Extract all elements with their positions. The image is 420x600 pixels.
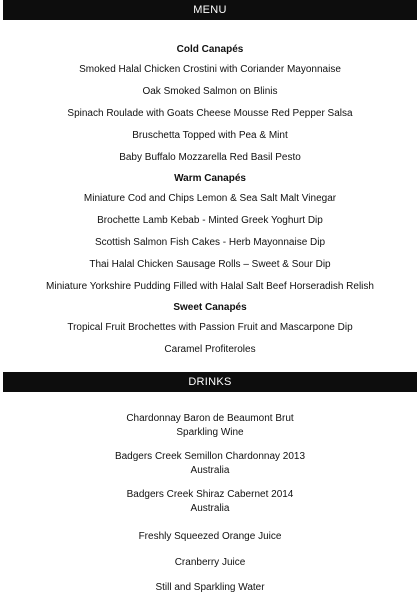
drink-name: Badgers Creek Semillon Chardonnay 2013 [114, 451, 306, 462]
menu-item: Caramel Profiteroles [164, 344, 256, 355]
menu-item: Spinach Roulade with Goats Cheese Mousse Red Pepper Salsa [67, 108, 353, 119]
drinks-list-single [0, 530, 420, 544]
drink-item [0, 412, 420, 440]
section-title: Sweet Canapés [173, 302, 247, 313]
menu-item: Miniature Yorkshire Pudding Filled with Halal Salt Beef Horseradish Relish [46, 281, 374, 292]
sweet-canapes-section [0, 298, 420, 361]
drinks-list-single [0, 556, 420, 570]
drink-item [0, 450, 420, 478]
warm-canapes-section [0, 169, 420, 298]
drink-name: Cranberry Juice [174, 557, 246, 568]
drink-detail: Sparkling Wine [176, 427, 244, 438]
drinks-banner-label: DRINKS [188, 376, 232, 388]
menu-item: Miniature Cod and Chips Lemon & Sea Salt Malt Vinegar [83, 193, 337, 204]
menu-item: Thai Halal Chicken Sausage Rolls – Sweet & Sour Dip [89, 259, 331, 270]
menu-item: Tropical Fruit Brochettes with Passion Fruit and Mascarpone Dip [67, 322, 353, 333]
menu-banner-label: MENU [193, 4, 227, 16]
menu-item: Smoked Halal Chicken Crostini with Coriander Mayonnaise [79, 64, 341, 75]
menu-banner [3, 0, 417, 20]
section-title: Cold Canapés [176, 44, 244, 55]
drinks-list [0, 412, 420, 526]
menu-item: Brochette Lamb Kebab - Minted Greek Yoghurt Dip [97, 215, 323, 226]
drink-name: Still and Sparkling Water [155, 582, 265, 593]
drinks-list-single [0, 581, 420, 595]
cold-canapes-section [0, 40, 420, 169]
drinks-banner [3, 372, 417, 392]
drink-name: Chardonnay Baron de Beaumont Brut [126, 413, 294, 424]
drink-detail: Australia [190, 465, 230, 476]
drink-name: Freshly Squeezed Orange Juice [138, 531, 282, 542]
menu-item: Scottish Salmon Fish Cakes - Herb Mayonnaise Dip [94, 237, 326, 248]
drink-detail: Australia [190, 503, 230, 514]
drink-name: Badgers Creek Shiraz Cabernet 2014 [126, 489, 294, 500]
menu-item: Baby Buffalo Mozzarella Red Basil Pesto [119, 152, 301, 163]
menu-item: Bruschetta Topped with Pea & Mint [132, 130, 288, 141]
drink-item [0, 488, 420, 516]
menu-item: Oak Smoked Salmon on Blinis [142, 86, 278, 97]
section-title: Warm Canapés [174, 173, 246, 184]
